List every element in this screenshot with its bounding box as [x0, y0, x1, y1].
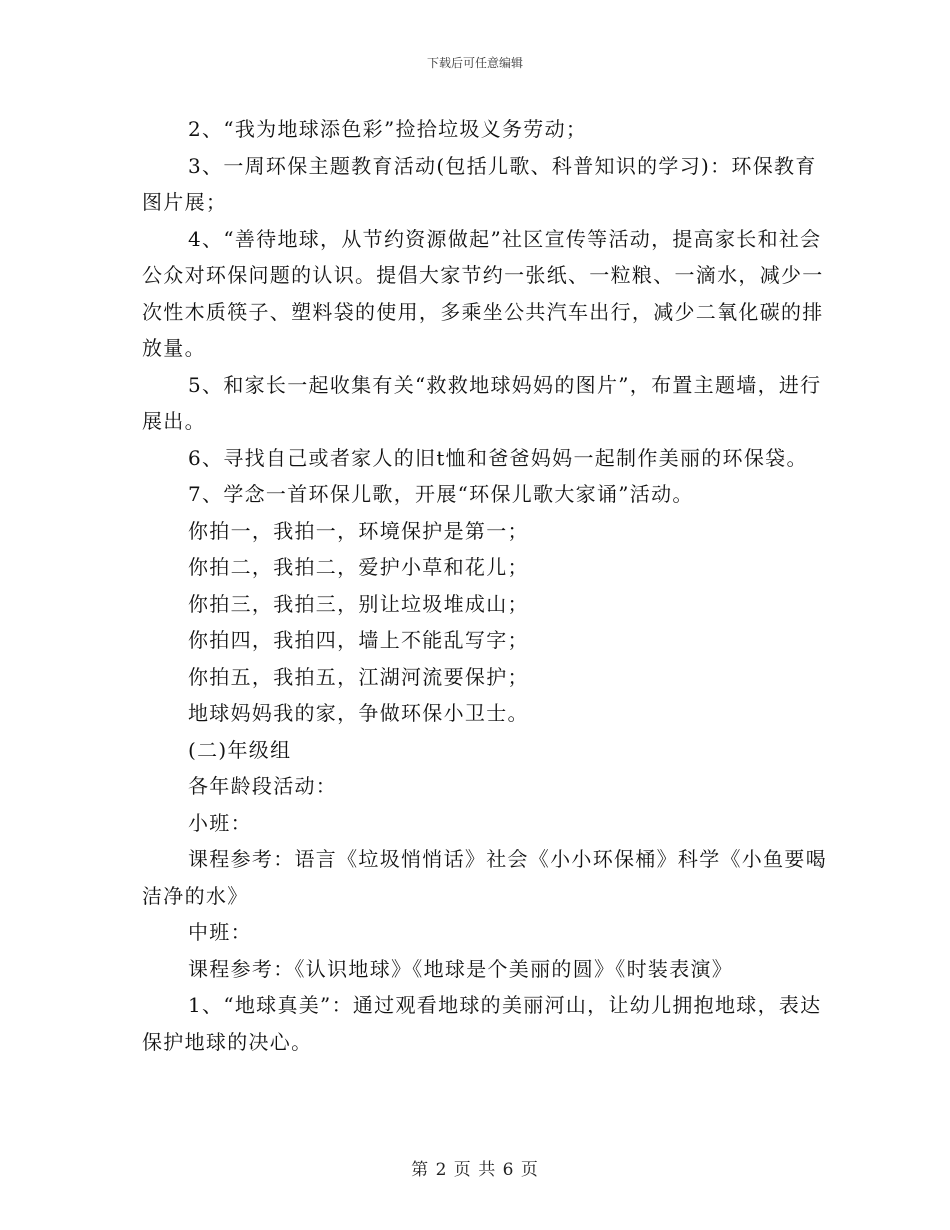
paragraph: 5、和家长一起收集有关“救救地球妈妈的图片”，布置主题墙，进行展出。 [142, 372, 822, 433]
page-footer: 第 2 页 共 6 页 [411, 1160, 539, 1180]
paragraph: 1、“地球真美”：通过观看地球的美丽河山，让幼儿拥抱地球，表达保护地球的决心。 [142, 993, 822, 1054]
paragraph: 7、学念一首环保儿歌，开展“环保儿歌大家诵”活动。 [188, 482, 694, 506]
page-header: 下载后可任意编辑 [426, 56, 523, 70]
rhyme-line: 你拍五，我拍五，江湖河流要保护； [188, 664, 529, 689]
paragraph: 4、“善待地球，从节约资源做起”社区宣传等活动，提高家长和社会公众对环保问题的认识。提倡大家节约一张纸、一粒粮、一滴水，减少一次性木质筷子、塑料袋的使用，多乘坐公共汽车出行，减少二氧化碳的排放量。 [142, 226, 824, 360]
rhyme-line: 你拍一，我拍一，环境保护是第一； [188, 518, 529, 543]
paragraph: 课程参考：《认识地球》《地球是个美丽的圆》《时装表演》 [188, 956, 734, 981]
paragraph: 3、一周环保主题教育活动(包括儿歌、科普知识的学习)：环保教育图片展； [142, 153, 817, 214]
paragraph: 6、寻找自己或者家人的旧t恤和爸爸妈妈一起制作美丽的环保袋。 [188, 445, 808, 470]
paragraph: 各年龄段活动： [188, 774, 338, 798]
rhyme-line: 你拍二，我拍二，爱护小草和花儿； [188, 555, 529, 579]
section-heading: (二)年级组 [188, 737, 292, 762]
paragraph: 课程参考：语言《垃圾悄悄话》社会《小小环保桶》科学《小鱼要喝洁净的水》 [142, 847, 827, 908]
rhyme-line: 你拍三，我拍三，别让垃圾堆成山； [188, 591, 529, 616]
class-heading-small: 小班： [188, 810, 252, 835]
paragraph: 2、“我为地球添色彩”捡拾垃圾义务劳动； [188, 117, 588, 141]
class-heading-middle: 中班： [188, 920, 252, 944]
rhyme-line: 你拍四，我拍四，墙上不能乱写字； [188, 628, 529, 652]
rhyme-line: 地球妈妈我的家，争做环保小卫士。 [188, 701, 529, 725]
document-body [142, 111, 832, 1060]
